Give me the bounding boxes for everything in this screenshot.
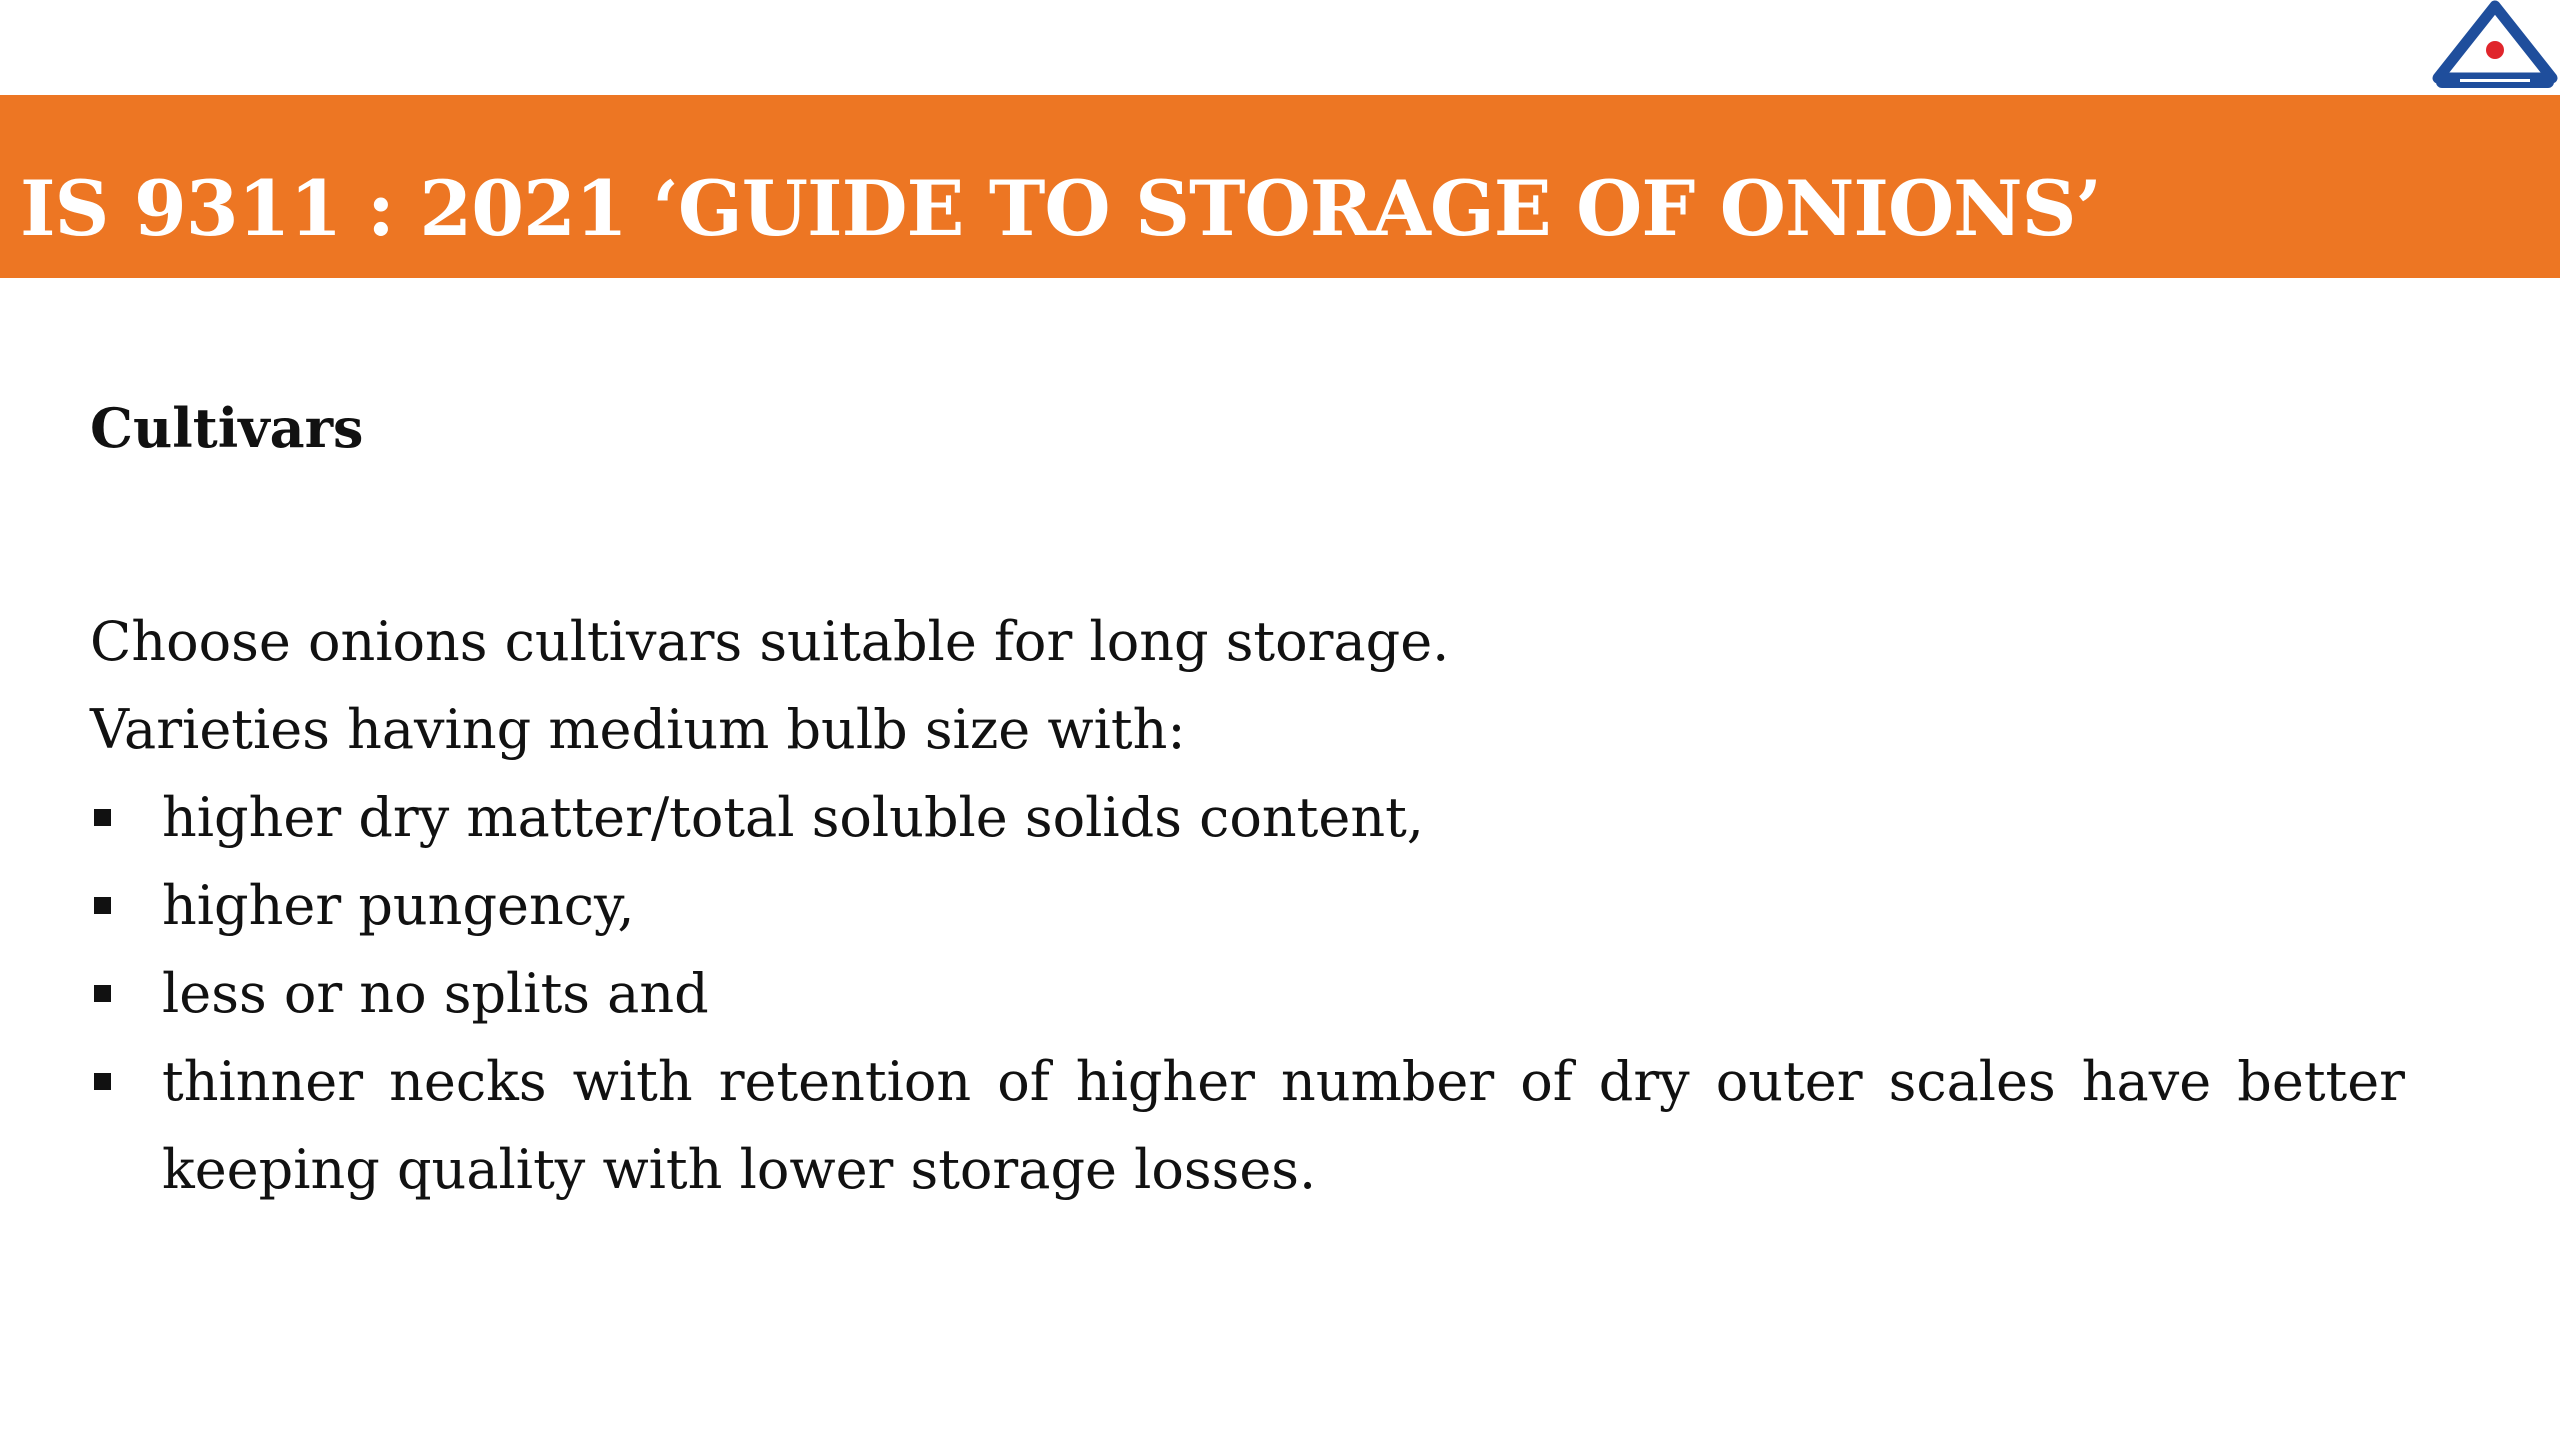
- list-item: [90, 950, 2405, 1038]
- intro-paragraph: Choose onions cultivars suitable for long storage.: [90, 610, 1450, 673]
- list-item-text: higher pungency,: [162, 874, 635, 937]
- list-item-text: less or no splits and: [162, 962, 709, 1025]
- bullet-square-icon: [94, 897, 111, 914]
- bullet-square-icon: [94, 809, 111, 826]
- section-heading: Cultivars: [90, 396, 364, 460]
- criteria-list: [90, 774, 2405, 1214]
- list-item: [90, 1038, 2405, 1214]
- list-item: [90, 862, 2405, 950]
- varieties-paragraph: Varieties having medium bulb size with:: [90, 698, 1186, 761]
- list-item: [90, 774, 2405, 862]
- bullet-square-icon: [94, 985, 111, 1002]
- slide-title: IS 9311 : 2021 ‘GUIDE TO STORAGE OF ONIONS’: [20, 164, 2101, 253]
- list-item-text: thinner necks with retention of higher number of dry outer scales have better keeping quality with lower storage losses.: [162, 1050, 2405, 1201]
- bis-logo-icon: [2430, 0, 2560, 95]
- list-item-text: higher dry matter/total soluble solids content,: [162, 786, 1424, 849]
- bullet-square-icon: [94, 1073, 111, 1090]
- slide-content: [90, 392, 2405, 1214]
